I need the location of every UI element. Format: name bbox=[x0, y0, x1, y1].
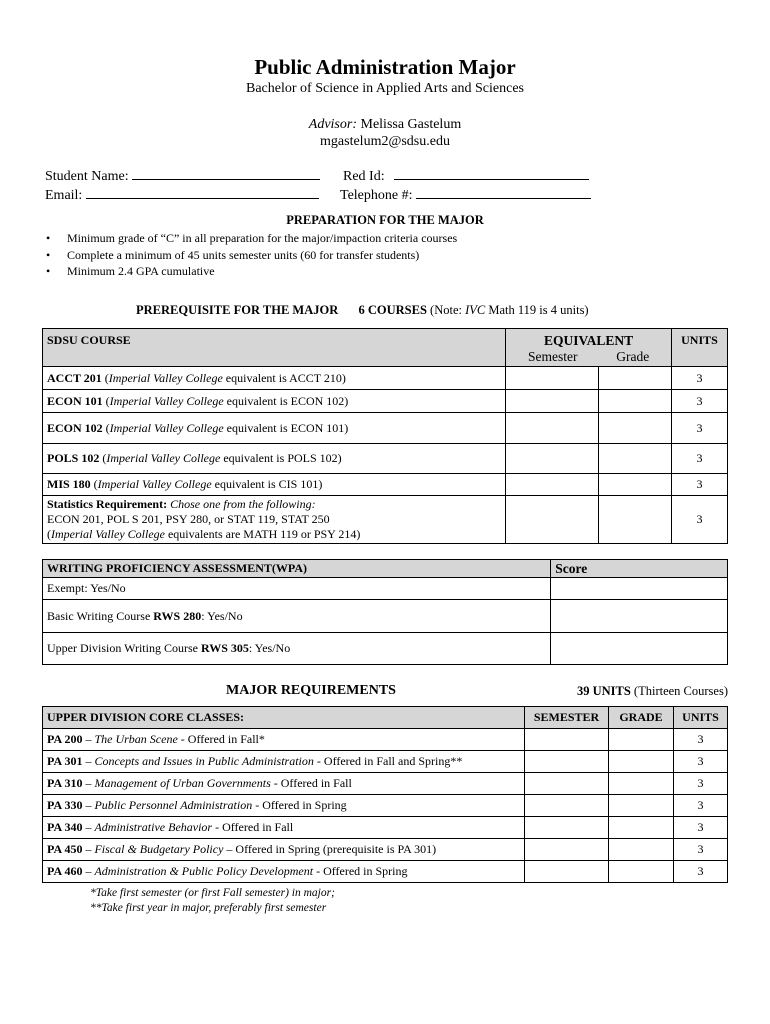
grade-cell[interactable] bbox=[599, 390, 672, 413]
score-cell[interactable] bbox=[551, 600, 728, 633]
email-blank[interactable] bbox=[86, 186, 319, 199]
grade-cell[interactable] bbox=[609, 795, 674, 817]
units-cell: 3 bbox=[674, 729, 728, 751]
table-row bbox=[43, 817, 728, 839]
semester-cell[interactable] bbox=[525, 795, 609, 817]
units-cell: 3 bbox=[671, 390, 727, 413]
table-header-row bbox=[43, 329, 728, 367]
course-cell: PA 460 – Administration & Public Policy Development - Offered in Spring bbox=[43, 861, 525, 883]
list-item: • Minimum grade of “C” in all preparation for the major/impaction criteria courses bbox=[45, 230, 457, 247]
course-cell: PA 310 – Management of Urban Governments - Offered in Fall bbox=[43, 773, 525, 795]
course-cell: MIS 180 (Imperial Valley College equivalent is CIS 101) bbox=[43, 474, 506, 496]
prerequisite-title: PREREQUISITE FOR THE MAJOR bbox=[136, 303, 339, 317]
grade-cell[interactable] bbox=[609, 839, 674, 861]
major-heading: MAJOR REQUIREMENTS bbox=[226, 683, 396, 698]
course-cell: PA 330 – Public Personnel Administration - Offered in Spring bbox=[43, 795, 525, 817]
semester-cell[interactable] bbox=[506, 413, 599, 444]
red-id-label: Red Id: bbox=[343, 169, 385, 184]
advisor-label: Advisor: bbox=[308, 117, 357, 132]
table-row bbox=[43, 861, 728, 883]
course-cell: PA 200 – The Urban Scene - Offered in Fall* bbox=[43, 729, 525, 751]
col-units: UNITS bbox=[674, 707, 728, 729]
course-cell: ECON 102 (Imperial Valley College equivalent is ECON 101) bbox=[43, 413, 506, 444]
student-name-field[interactable] bbox=[45, 167, 320, 185]
table-row bbox=[43, 751, 728, 773]
table-row bbox=[43, 578, 728, 600]
table-row bbox=[43, 474, 728, 496]
units-cell: 3 bbox=[674, 773, 728, 795]
col-grade: Grade bbox=[616, 349, 650, 364]
col-semester: SEMESTER bbox=[525, 707, 609, 729]
wpa-upper-division: Upper Division Writing Course RWS 305: Yes/No bbox=[43, 633, 551, 665]
major-units bbox=[577, 684, 728, 699]
units-cell: 3 bbox=[674, 795, 728, 817]
major-units-bold: 39 UNITS bbox=[576, 684, 631, 698]
prerequisite-count: 6 COURSES bbox=[358, 303, 427, 317]
telephone-blank[interactable] bbox=[416, 186, 591, 199]
semester-cell[interactable] bbox=[506, 390, 599, 413]
grade-cell[interactable] bbox=[599, 444, 672, 474]
col-semester: Semester bbox=[527, 349, 578, 364]
course-cell: PA 340 – Administrative Behavior - Offered in Fall bbox=[43, 817, 525, 839]
grade-cell[interactable] bbox=[609, 817, 674, 839]
page-subtitle: Bachelor of Science in Applied Arts and Sciences bbox=[246, 81, 524, 96]
units-cell: 3 bbox=[671, 413, 727, 444]
col-equivalent: EQUIVALENT Semester Grade bbox=[506, 329, 672, 367]
semester-cell[interactable] bbox=[506, 474, 599, 496]
prerequisite-heading bbox=[136, 303, 589, 318]
table-row bbox=[43, 444, 728, 474]
wpa-table bbox=[42, 559, 728, 665]
units-cell: 3 bbox=[671, 474, 727, 496]
prerequisite-note-prefix: (Note: bbox=[430, 303, 466, 317]
grade-cell[interactable] bbox=[609, 729, 674, 751]
course-cell: ECON 101 (Imperial Valley College equivalent is ECON 102) bbox=[43, 390, 506, 413]
col-grade: GRADE bbox=[609, 707, 674, 729]
statistics-requirement-cell: Statistics Requirement: Chose one from the following: ECON 201, POL S 201, PSY 280, or STAT 119, STAT 250 (Imperial Valley College equivalents are MATH 119 or PSY 214) bbox=[43, 496, 506, 544]
advisor-email: mgastelum2@sdsu.edu bbox=[320, 134, 450, 149]
course-cell: POLS 102 (Imperial Valley College equivalent is POLS 102) bbox=[43, 444, 506, 474]
semester-cell[interactable] bbox=[506, 496, 599, 544]
email-label: Email: bbox=[45, 188, 83, 203]
units-cell: 3 bbox=[671, 444, 727, 474]
preparation-list bbox=[45, 230, 457, 280]
course-cell: PA 450 – Fiscal & Budgetary Policy – Offered in Spring (prerequisite is PA 301) bbox=[43, 839, 525, 861]
semester-cell[interactable] bbox=[525, 751, 609, 773]
advisor-name: Melissa Gastelum bbox=[360, 117, 462, 132]
table-row bbox=[43, 773, 728, 795]
score-cell[interactable] bbox=[551, 633, 728, 665]
units-cell: 3 bbox=[674, 751, 728, 773]
list-item: • Minimum 2.4 GPA cumulative bbox=[45, 263, 457, 280]
course-cell: ACCT 201 (Imperial Valley College equivalent is ACCT 210) bbox=[43, 367, 506, 390]
grade-cell[interactable] bbox=[609, 751, 674, 773]
major-units-note: (Thirteen Courses) bbox=[630, 684, 728, 698]
grade-cell[interactable] bbox=[599, 367, 672, 390]
semester-cell[interactable] bbox=[525, 817, 609, 839]
grade-cell[interactable] bbox=[599, 474, 672, 496]
wpa-basic-writing: Basic Writing Course RWS 280: Yes/No bbox=[43, 600, 551, 633]
semester-cell[interactable] bbox=[525, 729, 609, 751]
table-row bbox=[43, 633, 728, 665]
table-row bbox=[43, 729, 728, 751]
prerequisite-table bbox=[42, 328, 728, 544]
col-score: Score bbox=[551, 560, 728, 578]
student-name-label: Student Name: bbox=[45, 169, 129, 184]
units-cell: 3 bbox=[674, 817, 728, 839]
footnote: *Take first semester (or first Fall semester) in major; bbox=[90, 887, 335, 899]
footnotes bbox=[90, 886, 335, 916]
table-header-row bbox=[43, 707, 728, 729]
wpa-exempt: Exempt: Yes/No bbox=[43, 578, 551, 600]
telephone-label: Telephone #: bbox=[340, 188, 413, 203]
red-id-blank[interactable] bbox=[394, 167, 589, 180]
table-row bbox=[43, 413, 728, 444]
grade-cell[interactable] bbox=[609, 861, 674, 883]
prerequisite-note-suffix: Math 119 is 4 units) bbox=[485, 303, 589, 317]
col-sdsu-course: SDSU COURSE bbox=[43, 329, 506, 367]
list-item: • Complete a minimum of 45 units semester units (60 for transfer students) bbox=[45, 247, 457, 264]
preparation-heading: PREPARATION FOR THE MAJOR bbox=[286, 213, 484, 227]
table-row bbox=[43, 600, 728, 633]
footnote: **Take first year in major, preferably first semester bbox=[90, 902, 327, 914]
major-table bbox=[42, 706, 728, 883]
units-cell: 3 bbox=[671, 496, 727, 544]
table-header-row bbox=[43, 560, 728, 578]
red-id-field[interactable] bbox=[343, 167, 589, 185]
col-core-classes: UPPER DIVISION CORE CLASSES: bbox=[43, 707, 525, 729]
table-row bbox=[43, 795, 728, 817]
semester-cell[interactable] bbox=[525, 773, 609, 795]
table-row bbox=[43, 496, 728, 544]
page-title: Public Administration Major bbox=[254, 55, 516, 79]
units-cell: 3 bbox=[674, 861, 728, 883]
grade-cell[interactable] bbox=[599, 413, 672, 444]
prerequisite-note-ivc: IVC bbox=[465, 303, 486, 317]
table-row bbox=[43, 839, 728, 861]
telephone-field[interactable] bbox=[340, 186, 591, 204]
units-cell: 3 bbox=[671, 367, 727, 390]
student-name-blank[interactable] bbox=[132, 167, 320, 180]
email-field[interactable] bbox=[45, 186, 319, 204]
semester-cell[interactable] bbox=[525, 861, 609, 883]
grade-cell[interactable] bbox=[599, 496, 672, 544]
table-row bbox=[43, 367, 728, 390]
score-cell[interactable] bbox=[551, 578, 728, 600]
units-cell: 3 bbox=[674, 839, 728, 861]
advisor-line bbox=[0, 117, 770, 133]
col-units: UNITS bbox=[671, 329, 727, 367]
semester-cell[interactable] bbox=[506, 444, 599, 474]
wpa-heading: WRITING PROFICIENCY ASSESSMENT(WPA) bbox=[43, 560, 551, 578]
semester-cell[interactable] bbox=[506, 367, 599, 390]
grade-cell[interactable] bbox=[609, 773, 674, 795]
semester-cell[interactable] bbox=[525, 839, 609, 861]
table-row bbox=[43, 390, 728, 413]
course-cell: PA 301 – Concepts and Issues in Public Administration - Offered in Fall and Spring** bbox=[43, 751, 525, 773]
